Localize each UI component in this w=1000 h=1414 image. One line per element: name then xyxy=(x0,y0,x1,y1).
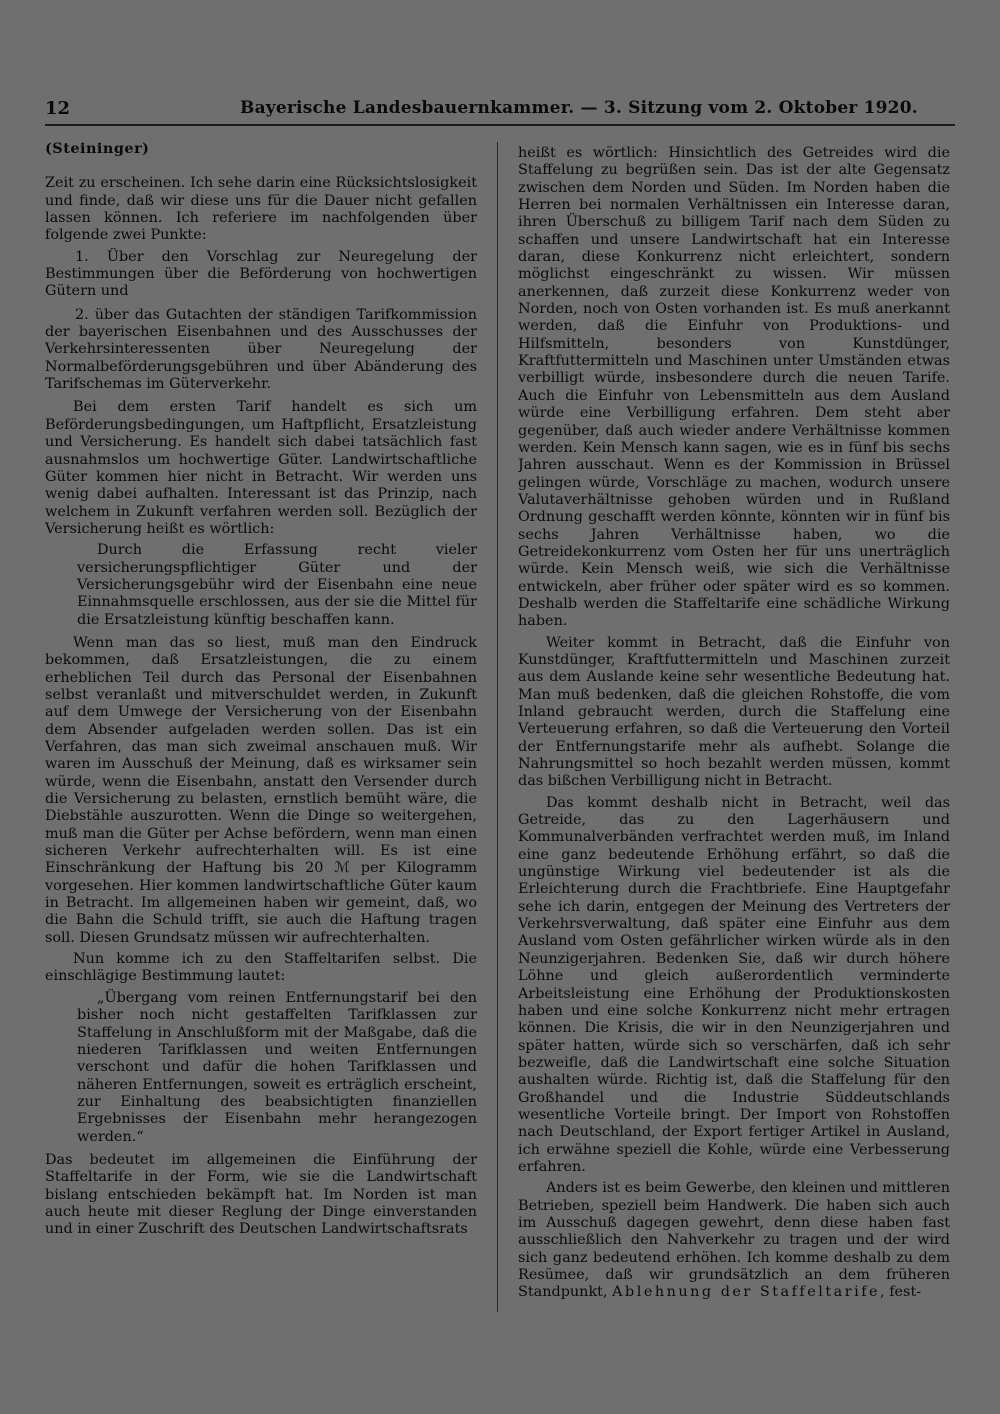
list-item: 1. Über den Vorschlag zur Neuregelung der Bestimmungen über die Beförderung von hochwertigen Gütern und xyxy=(45,248,477,300)
paragraph-text: , fest- xyxy=(880,1284,922,1301)
paragraph: Das kommt deshalb nicht in Betracht, weil das Getreide, das zu den Lagerhäusern und Kommunalverbänden verfrachtet werden muß, im Inland eine ganz bedeutende Erhöhung erfährt, so daß die ungünstige Wirkung viel bedeutender ist als die Erleichterung durch die Frachtbriefe. Eine Hauptgefahr sehe ich darin, entgegen der Meinung des Vertreters der Verkehrsverwaltung, daß später eine Einfuhr aus dem Ausland vom Osten gefährlicher wirken würde als in den Neunzigerjahren. Bedenken Sie, daß wir durch höhere Löhne und gleich außerordentlich verminderte Arbeitsleistung eine Erhöhung der Produktionskosten haben und eine solche Konkurrenz nicht mehr ertragen können. Die Krisis, die wir in den Neunzigerjahren und später hatten, würde sich so verschärfen, daß ich sehr bezweifle, daß die Landwirtschaft eine solche Situation aushalten würde. Richtig ist, daß die Staffelung für den Großhandel und die Industrie Süddeutschlands wesentliche Vorteile bringt. Der Import von Rohstoffen nach Deutschland, der Export fertiger Artikel in Ausland, ich erwähne speziell die Kohle, würde eine Verbesserung erfahren. xyxy=(518,794,950,1175)
list-item: 2. über das Gutachten der ständigen Tarifkommission der bayerischen Eisenbahnen und des Ausschusses der Verkehrsinteressenten über Neuregelung der Normalbeförderungsgebühren und über Abänderung des Tarifschemas im Güterverkehr. xyxy=(45,306,477,393)
block-quote: Durch die Erfassung recht vieler versicherungspflichtiger Güter und der Versicherungsgebühr wird der Eisenbahn eine neue Einnahmsquelle erschlossen, aus der sie die Mittel für die Ersatzleistung künftig beschaffen kann. xyxy=(77,542,477,628)
left-column xyxy=(45,130,477,1320)
paragraph: Bei dem ersten Tarif handelt es sich um Beförderungsbedingungen, um Haftpflicht, Ersatzleistung und Versicherung. Es handelt sich dabei tatsächlich fast ausnahmslos um hochwertige Güter. Landwirtschaftliche Güter kommen hier nicht in Betracht. Wir werden uns wenig dabei aufhalten. Interessant ist das Prinzip, nach welchem in Zukunft verfahren werden soll. Bezüglich der Versicherung heißt es wörtlich: xyxy=(45,399,477,537)
speaker-name: (Steininger) xyxy=(45,140,150,157)
right-column xyxy=(518,145,950,1335)
paragraph: Wenn man das so liest, muß man den Eindruck bekommen, daß Ersatzleistungen, die zu einem erheblichen Teil durch das Personal der Eisenbahnen selbst veranlaßt und mitverschuldet werden, in Zukunft auf dem Umwege der Versicherung von der Eisenbahn dem Absender aufgeladen werden sollen. Das ist ein Verfahren, das man sich zweimal anschauen muß. Wir waren im Ausschuß der Meinung, daß es wirksamer sein würde, wenn die Eisenbahn, anstatt den Versender durch die Versicherung zu belasten, ernstlich bemüht wäre, die Diebstähle auszurotten. Wenn die Dinge so weitergehen, muß man die Güter per Achse befördern, wenn man einen sicheren Verkehr aufrechterhalten will. Es ist eine Einschränkung der Haftung bis 20 ℳ per Kilogramm vorgesehen. Hier kommen landwirtschaftliche Güter kaum in Betracht. Im allgemeinen haben wir gemeint, daß, wo die Bahn die Schuld trifft, sie auch die Haftung tragen soll. Diesen Grundsatz müssen wir aufrechterhalten. xyxy=(45,634,477,946)
header-rule xyxy=(45,124,955,126)
column-divider xyxy=(497,142,498,1312)
paragraph: Weiter kommt in Betracht, daß die Einfuhr von Kunstdünger, Kraftfuttermitteln und Maschinen zurzeit aus dem Auslande keine sehr wesentliche Bedeutung hat. Man muß bedenken, daß die gleichen Rohstoffe, die vom Inland gebraucht werden, durch die Staffelung eine Verteuerung erfahren, so daß die Verteuerung den Vorteil der Entfernungstarife mehr als aufhebt. Solange die Nahrungsmittel so hoch bezahlt werden müssen, kommt das bißchen Verbilligung nicht in Betracht. xyxy=(518,634,950,790)
block-quote: „Übergang vom reinen Entfernungstarif bei den bisher noch nicht gestaffelten Tarifklassen zur Staffelung in Anschlußform mit der Maßgabe, daß die niederen Tarifklassen und weiten Entfernungen verschont und dafür die hohen Tarifklassen und näheren Entfernungen, soweit es erträglich erscheint, zur Einhaltung des beabsichtigten finanziellen Ergebnisses der Eisenbahn mehr herangezogen werden.“ xyxy=(77,989,477,1145)
running-title: Bayerische Landesbauernkammer. — 3. Sitzung vom 2. Oktober 1920. xyxy=(240,98,918,118)
paragraph: Zeit zu erscheinen. Ich sehe darin eine Rücksichtslosigkeit und finde, daß wir diese uns für die Dauer nicht gefallen lassen können. Ich referiere im nachfolgenden über folgende zwei Punkte: xyxy=(45,175,477,244)
page-number: 12 xyxy=(45,98,71,119)
paragraph: Das bedeutet im allgemeinen die Einführung der Staffeltarife in der Form, wie sie die Landwirtschaft bislang entschieden bekämpft hat. Im Norden ist man auch heute mit dieser Reglung der Dinge einverstanden und in einer Zuschrift des Deutschen Landwirtschaftsrats xyxy=(45,1151,477,1238)
paragraph: heißt es wörtlich: Hinsichtlich des Getreides wird die Staffelung zu begrüßen sein. Das ist der alte Gegensatz zwischen dem Norden und Süden. Im Norden haben die Herren bei normalen Verhältnissen ein Interesse daran, ihren Überschuß zu billigem Tarif nach dem Süden zu schaffen und unsere Landwirtschaft hat ein Interesse daran, diese Konkurrenz nicht erleichtert, sondern möglichst eingeschränkt zu wissen. Wir müssen anerkennen, daß zurzeit diese Konkurrenz weder von Norden, noch von Osten vorhanden ist. Es muß anerkannt werden, daß die Einfuhr von Produktions- und Hilfsmitteln, besonders von Kunstdünger, Kraftfuttermitteln und Maschinen unter Umständen etwas verbilligt würde, insbesondere durch die neuen Tarife. Auch die Einfuhr von Lebensmitteln aus dem Ausland würde eine Verbilligung erfahren. Dem steht aber gegenüber, daß auch wieder andere Verhältnisse kommen werden. Kein Mensch kann sagen, wie es in fünf bis sechs Jahren ausschaut. Wenn es der Kommission in Brüssel gelingen würde, Vorschläge zu machen, wodurch unsere Valutaverhältnisse gehoben würden und in Rußland Ordnung geschafft werden könnte, könnten wir in fünf bis sechs Jahren Verhältnisse haben, wo die Getreidekonkurrenz vom Osten her für uns unerträglich würde. Kein Mensch weiß, wie sich die Verhältnisse entwickeln, aber früher oder später wird es so kommen. Deshalb werden die Staffeltarife eine schädliche Wirkung haben. xyxy=(518,145,950,630)
paragraph: Nun komme ich zu den Staffeltarifen selbst. Die einschlägige Bestimmung lautet: xyxy=(45,951,477,985)
paragraph xyxy=(518,1180,950,1301)
paragraph-text: Anders ist es beim Gewerbe, den kleinen und mittleren Betrieben, speziell beim Handwerk. Die haben sich auch im Ausschuß dagegen gewehrt, denn diese haben fast ausschließlich den Nahverkehr zu tragen und der wird sich ganz bedeutend erhöhen. Ich komme deshalb zu dem Resümee, daß wir grundsätzlich an dem früheren Standpunkt, xyxy=(518,1180,950,1301)
emphasized-phrase: Ablehnung der Staffeltarife xyxy=(612,1284,881,1301)
page-header xyxy=(45,98,950,124)
